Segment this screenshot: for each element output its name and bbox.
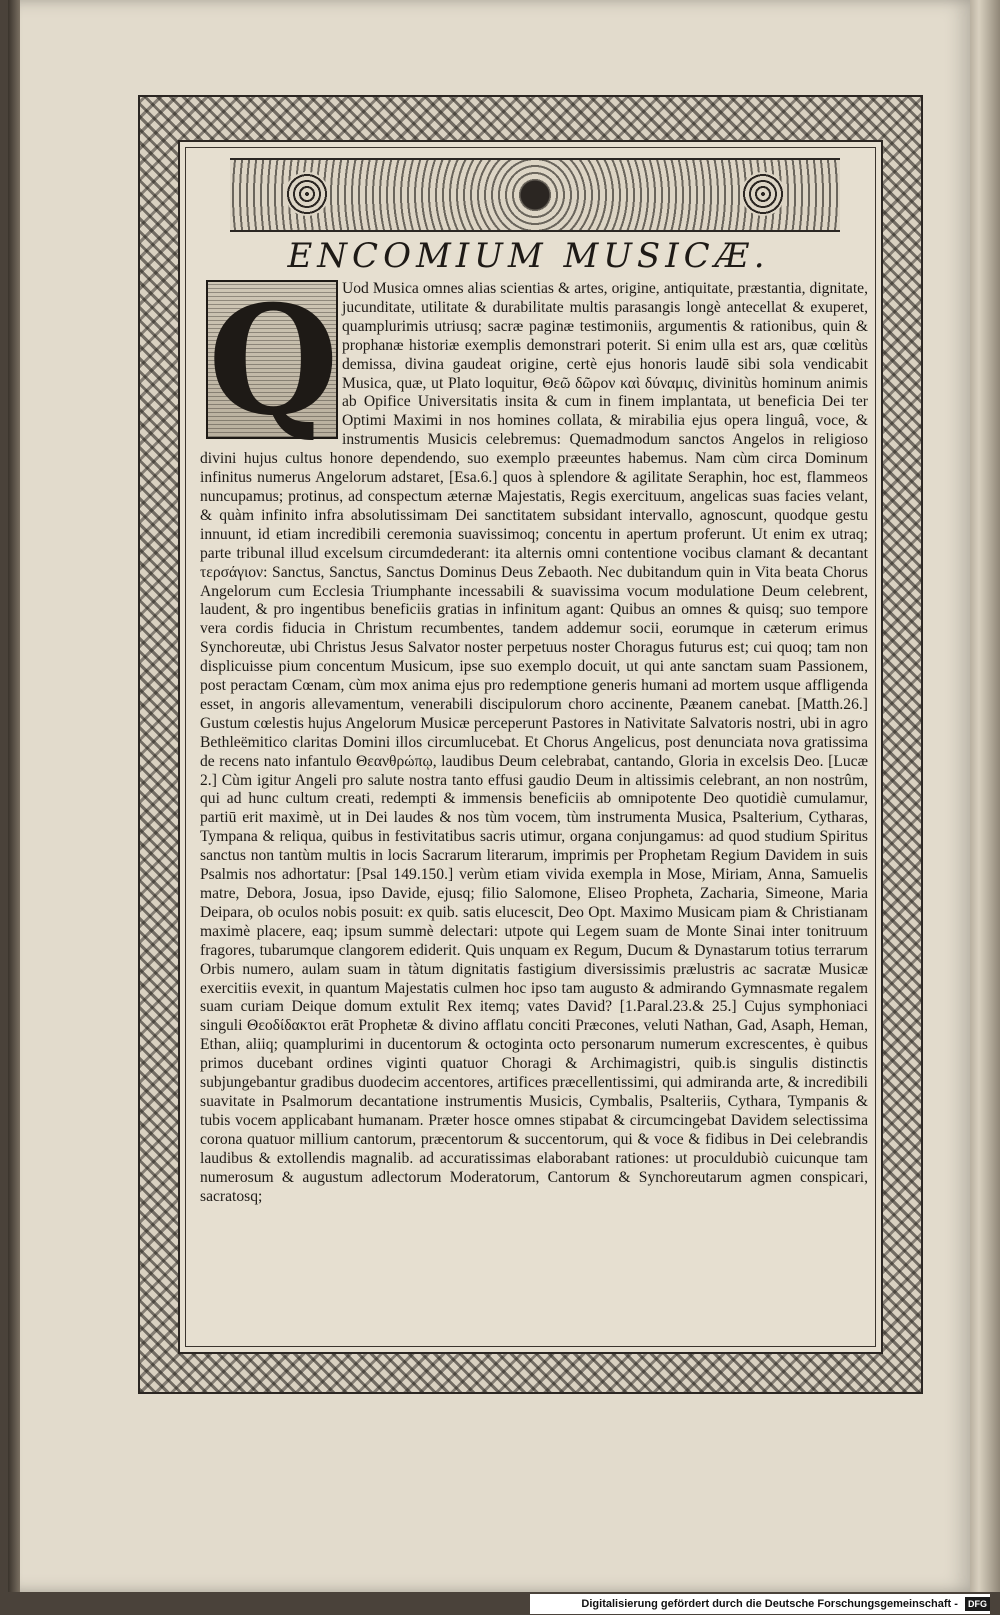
paragraph: Uod Musica omnes alias scientias & artes, origine, antiquitate, præstantia, dignitate, jucunditate, utilitate & durabilitate multis parasangis longè antecellat & exuperet, quamplurimis utriusq; sacræ paginæ testimoniis, argumentis & rationibus, quin & prophanæ historiæ exemplis demonstrari poterit. Si enim ulla est ars, quæ cœlitùs demissa, divina gaudeat origine, certè ejus honoris laudē sibi sola vendicabit Musica, quæ, ut Plato loquitur, Θεῶ δῶρον καὶ δύναμις, divinitùs hominum animis ab Opifice Universitatis insita & cum in finem implantata, ut beneficia Dei ter Optimi Maximi in nos homines collata, & mirabilia ejus opera linguâ, voce, & instrumentis Musicis celebremus: Quemadmodum sanctos Angelos in religioso divini hujus cultus honore dependendo, suo exemplo præeuntes habemus. Nam cùm circa Dominum infinitus numerus Angelorum adstaret, [Esa.6.] quos à splendore & agilitate Seraphin, hoc est, flammeos nuncupamus; protinus, ad conspectum æternæ Majestatis, Regis exercituum, angelicas suas facies velant, & quàm infinito infra absolutissimam Dei sanctitatem subsidant intervallo, agnoscunt, quodque gestu innuunt, id etiam incredibili ceremonia suavissimoq; concentu in apertum proferunt. Ut enim ex utraq; parte tribunal illud excelsum circumdederant: ita alternis omni contentione vocibus clamant & decantant τερσάγιον: Sanctus, Sanctus, Sanctus Dominus Deus Zebaoth. Nec dubitandum quin in Vita beata Chorus Angelorum cum Ecclesia Triumphante incessabili & suavissima vocum modulatione Deum celebrent, laudent, & pro ingentibus beneficiis gratias in infinitum agant: Quibus an omnes & quisq; suo tempore vera cordis fiducia in Christum recumbentes, tandem addemur socii, eorumque in cæterum erimus Synchoreutæ, ubi Christus Jesus Salvator noster perpetuus noster Choragus futurus est; cui quoq; tam non displicuisse pium concentum Musicum, ipse suo exemplo docuit, ut qui ante sanctam suam Passionem, post peractam Cœnam, cùm mox anima ejus pro redemptione generis humani ad mortem usque affligenda esset, in angoris allevamentum, venerabili discipulorum choro accinente, Pæanem canebat. [Matth.26.] Gustum cœlestis hujus Angelorum Musicæ perceperunt Pastores in Nativitate Salvatoris nostri, ubi in agro Bethleëmitico claritas Domini illos circumlucebat. Et Chorus Angelicus, post denunciata nova gratissima de recens nato infantulo Θεανθρώπῳ, laudibus Deum celebrabat, cantando, Gloria in excelsis Deo. [Lucæ 2.] Cùm igitur Angeli pro salute nostra tanto effusi gaudio Deum in altissimis celebrant, an non nostrûm, qui ad hunc cultum creati, redempti & immensis beneficiis ab omnipotente Deo quotidiè cumulamur, partiū erit maximè, ut in Dei laudes & nos tùm vocem, tùm instrumenta Musica, Psalterium, Cytharas, Tympana & reliqua, quibus in festivitatibus sacris utimur, organa conjungamus: ad quod studium Spiritus sanctus non tantùm multis in locis Sacrarum literarum, imprimis per Prophetam Regium Davidem in suis Psalmis nos adhortatur: [Psal 149.150.] verùm etiam vivida exempla in Mose, Miriam, Anna, Samuelis matre, Debora, Josua, ipso Davide, ejusq; filio Salomone, Eliseo Propheta, Zacharia, Simeone, Maria Deipara, ob oculos nobis posuit: ex quib. satis elucescit, Deo Opt. Maximo Musicam piam & Christianam maximè placere, eaq; ipsum summè delectari: utpote qui Legem suam de Monte Sinai inter tonitruum fragores, tubarumque clangorem ediderit. Quis unquam ex Regum, Ducum & Dynastarum totius terrarum Orbis numero, aulam suam in tàtum dignitatis fastigium diversissimis prælustris ac sacratæ Musicæ exercitiis evexit, in quantum Majestatis culmen hoc ipso tam augusto & admirando Gymnasmate regalem suam curiam Deique domum extulit Rex itemq; vates David? [1.Paral.23.& 25.] Cujus symphoniaci singuli Θεοδίδακτοι erāt Prophetæ & divino afflatu conciti Præcones, veluti Nathan, Gad, Asaph, Heman, Ethan, aliiq; quamplurimi in ducentorum & octoginta octo personarum numerum excrescentes, è quibus primos ducebant ordines viginti quatuor Choragi & Archimagistri, quib.is singulis distinctis subjungebantur gradibus duodecim accentores, artifices præcellentissimi, qui admiranda arte, & incredibili suavitate in Psalmorum decantatione instrumentis Musicis, Cymbalis, Psalteriis, Cythara, Tympanis & tubis vocem applicabant humanam. Præter hosce omnes stipabat & circumcingebat Davidem selectissima corona quatuor millium cantorum, præcentorum & succentorum, qui & voce & fidibus in Dei celebrandis laudibus & extollendis magnalib. ad accuratissimas elaborabant rationes: ut proculdubiò cuicunque tam numerosum & augustum adlectorum Moderatorum, Cantorum & Synchoreutarum agmen conspicari, sacratosq; [200, 280, 868, 1205]
rose-ornament-left [285, 172, 329, 216]
credit-text: Digitalisierung gefördert durch die Deutsche Forschungsgemeinschaft - [581, 1598, 958, 1610]
floral-headpiece [230, 158, 840, 232]
decorated-initial [206, 273, 339, 449]
page-gutter [8, 0, 20, 1592]
dfg-logo: DFG [965, 1597, 990, 1611]
rose-ornament-right [741, 172, 785, 216]
page-edge [970, 0, 1000, 1592]
initial-letter: Q [208, 273, 339, 449]
digitization-credit [530, 1594, 990, 1614]
page-title: ENCOMIUM MUSICÆ. [287, 236, 770, 276]
